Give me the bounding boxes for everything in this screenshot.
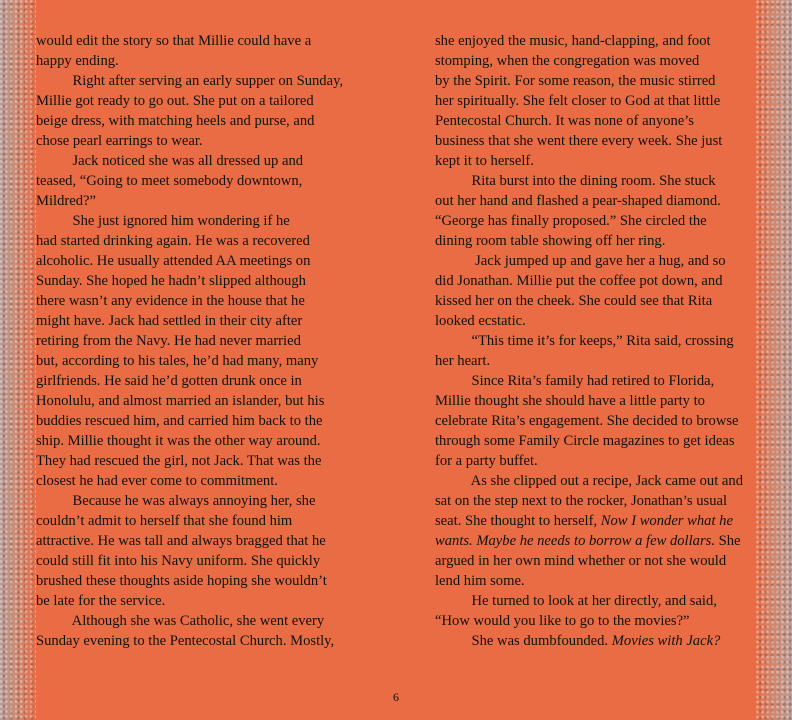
text-line: celebrate Rita’s engagement. She decided to browse — [435, 413, 739, 429]
text-line: brushed these thoughts aside hoping she wouldn’t — [36, 573, 327, 589]
text-line: Jack noticed she was all dressed up and — [36, 153, 304, 169]
text-line: her heart. — [435, 353, 491, 369]
text-line: beige dress, with matching heels and purse, and — [36, 113, 315, 129]
text-line: ship. Millie thought it was the other way around. — [36, 433, 321, 449]
text-line: might have. Jack had settled in their city after — [36, 313, 303, 329]
text-line — [435, 631, 760, 651]
text-line: sat on the step next to the rocker, Jonathan’s usual — [435, 493, 728, 509]
text-line: Millie thought she should have a little party to — [435, 393, 705, 409]
text-line — [435, 511, 760, 531]
text-line: “George has finally proposed.” She circled the — [435, 213, 707, 229]
italic-thought: Now I wonder what he — [600, 513, 733, 529]
text-line: chose pearl earrings to wear. — [36, 133, 203, 149]
text-line: As she clipped out a recipe, Jack came out and — [435, 473, 743, 489]
text-line: Sunday. She hoped he hadn’t slipped although — [36, 273, 306, 289]
page-number: 6 — [393, 690, 399, 704]
text-line: kissed her on the cheek. She could see that Rita — [435, 293, 713, 309]
text-line: by the Spirit. For some reason, the music stirred — [435, 73, 716, 89]
text-line: there wasn’t any evidence in the house that he — [36, 293, 305, 309]
text-line: Honolulu, and almost married an islander, but his — [36, 393, 325, 409]
text-line: closest he had ever come to commitment. — [36, 473, 278, 489]
italic-thought: wants. Maybe he needs to borrow a few dollars. — [435, 533, 715, 549]
text-line: Millie got ready to go out. She put on a tailored — [36, 93, 314, 109]
text-line: out her hand and flashed a pear-shaped diamond. — [435, 193, 721, 209]
text-line: couldn’t admit to herself that she found him — [36, 513, 293, 529]
text-span: She — [714, 533, 741, 549]
text-line: for a party buffet. — [435, 453, 538, 469]
left-text-column — [36, 31, 361, 651]
text-line: Because he was always annoying her, she — [36, 493, 316, 509]
page-edge-right — [756, 0, 792, 720]
text-line: her spiritually. She felt closer to God at that little — [435, 93, 721, 109]
text-line: alcoholic. He usually attended AA meetings on — [36, 253, 311, 269]
text-line: be late for the service. — [36, 593, 166, 609]
text-line: dining room table showing off her ring. — [435, 233, 666, 249]
text-line — [435, 531, 760, 551]
text-line: stomping, when the congregation was moved — [435, 53, 700, 69]
text-line: happy ending. — [36, 53, 119, 69]
text-line: kept it to herself. — [435, 153, 534, 169]
text-line: she enjoyed the music, hand-clapping, and foot — [435, 33, 711, 49]
text-line: She just ignored him wondering if he — [36, 213, 290, 229]
text-line: had started drinking again. He was a recovered — [36, 233, 310, 249]
text-line: “How would you like to go to the movies?” — [435, 613, 690, 629]
text-line: through some Family Circle magazines to get ideas — [435, 433, 735, 449]
text-line: Jack jumped up and gave her a hug, and so — [435, 253, 726, 269]
italic-thought: Movies with Jack? — [611, 633, 721, 649]
right-text-column — [435, 31, 760, 651]
text-line: “This time it’s for keeps,” Rita said, crossing — [435, 333, 734, 349]
text-line: Mildred?” — [36, 193, 96, 209]
text-line: He turned to look at her directly, and said, — [435, 593, 717, 609]
text-line: Since Rita’s family had retired to Florida, — [435, 373, 715, 389]
text-line: They had rescued the girl, not Jack. That was the — [36, 453, 322, 469]
text-line: could still fit into his Navy uniform. She quickly — [36, 553, 321, 569]
text-line: would edit the story so that Millie could have a — [36, 33, 312, 49]
text-line: argued in her own mind whether or not she would — [435, 553, 727, 569]
text-line: Right after serving an early supper on Sunday, — [36, 73, 344, 89]
text-line: attractive. He was tall and always bragged that he — [36, 533, 326, 549]
page-edge-left — [0, 0, 36, 720]
text-line: looked ecstatic. — [435, 313, 526, 329]
text-line: did Jonathan. Millie put the coffee pot down, and — [435, 273, 723, 289]
text-line: buddies rescued him, and carried him back to the — [36, 413, 323, 429]
text-line: Rita burst into the dining room. She stuck — [435, 173, 716, 189]
text-line: lend him some. — [435, 573, 525, 589]
text-span: She was dumbfounded. — [435, 633, 612, 649]
text-line: business that she went there every week. She just — [435, 133, 723, 149]
text-line: Sunday evening to the Pentecostal Church. Mostly, — [36, 633, 335, 649]
text-line: teased, “Going to meet somebody downtown, — [36, 173, 303, 189]
text-line: retiring from the Navy. He had never married — [36, 333, 301, 349]
text-line: but, according to his tales, he’d had many, many — [36, 353, 319, 369]
text-line: Pentecostal Church. It was none of anyone’s — [435, 113, 694, 129]
text-span: seat. She thought to herself, — [435, 513, 601, 529]
text-line: Although she was Catholic, she went every — [36, 613, 325, 629]
text-line: girlfriends. He said he’d gotten drunk once in — [36, 373, 302, 389]
